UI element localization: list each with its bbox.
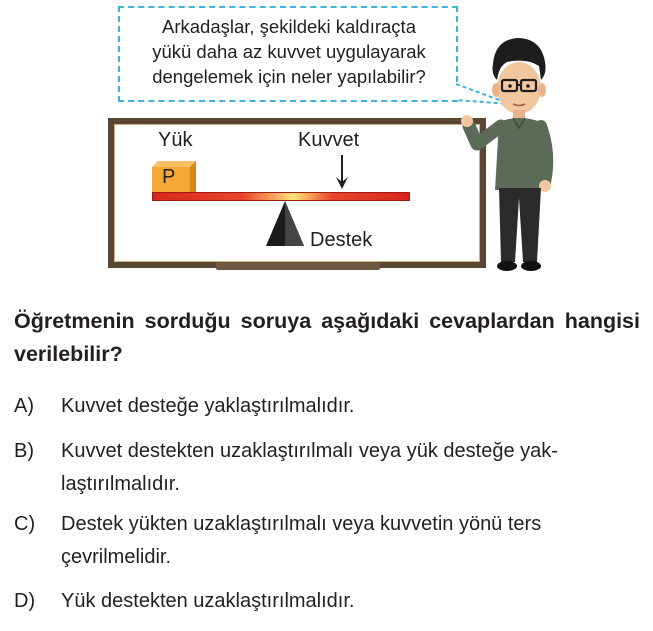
option-b[interactable]: [14, 435, 642, 501]
lever-bar: [152, 192, 410, 201]
option-d[interactable]: [14, 585, 642, 618]
option-letter: B): [14, 440, 34, 462]
load-box-letter: P: [162, 166, 176, 188]
option-letter: C): [14, 513, 36, 535]
option-letter: A): [14, 395, 34, 417]
force-arrow-icon: [334, 155, 350, 191]
bubble-line: yükü daha az kuvvet uygulayarak: [152, 41, 426, 62]
speech-bubble-text: [128, 14, 450, 89]
option-text: Destek yükten uzaklaştırılmalı veya kuvvetin yönü ters: [61, 513, 542, 535]
question-text: Öğretmenin sorduğu soruya aşağıdaki cevaplardan hangisi verilebilir?: [14, 309, 640, 366]
load-label: Yük: [158, 129, 193, 151]
option-text-continued: çevrilmelidir.: [61, 546, 172, 568]
board-ledge: [216, 262, 380, 270]
option-letter: D): [14, 590, 36, 612]
bubble-line: Arkadaşlar, şekildeki kaldıraçta: [162, 16, 416, 37]
bubble-line: dengelemek için neler yapılabilir?: [152, 66, 426, 87]
option-c[interactable]: [14, 508, 642, 574]
option-text: Yük destekten uzaklaştırılmalıdır.: [61, 590, 355, 612]
teacher-character-icon: [455, 22, 565, 277]
option-text: Kuvvet destekten uzaklaştırılmalı veya yük desteğe yak-: [61, 440, 558, 462]
option-text: Kuvvet desteğe yaklaştırılmalıdır.: [61, 395, 355, 417]
option-text-continued: laştırılmalıdır.: [61, 473, 180, 495]
force-label: Kuvvet: [298, 129, 360, 151]
fulcrum-triangle-icon: [266, 201, 304, 247]
option-a[interactable]: [14, 390, 642, 423]
fulcrum-label: Destek: [310, 229, 373, 251]
